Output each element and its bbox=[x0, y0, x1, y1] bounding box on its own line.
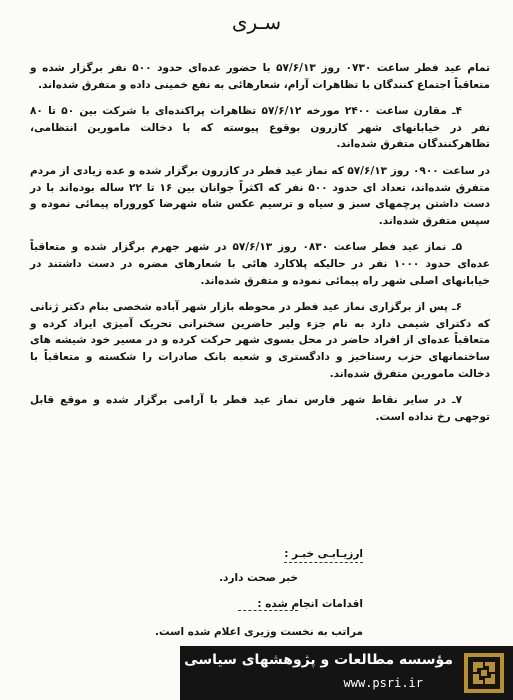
psri-logo-icon bbox=[463, 652, 505, 694]
report-footer bbox=[0, 548, 513, 658]
report-body bbox=[30, 60, 490, 435]
institute-url: www.psri.ir bbox=[343, 676, 423, 690]
watermark-banner bbox=[180, 646, 513, 700]
paragraph-3: تمام عید فطر ساعت ۰۷۳۰ روز ۵۷/۶/۱۳ با حضور عده‌ای حدود ۵۰۰ نفر برگزار شده و متعاقباً اجتماع کنندگان با تظاهرات آرام، شعارهائی به نفع خمینی داده و متفرق شده‌اند. bbox=[30, 62, 490, 91]
paragraph-7: ۷ـ در سایر نقاط شهر فارس نماز عید فطر با آرامی برگزار شده و موقع قابل توجهی رخ نداده است. bbox=[30, 394, 490, 423]
paragraph-4-continued: در ساعت ۰۹۰۰ روز ۵۷/۶/۱۳ که نماز عید فطر در کازرون برگزار شده و عده زیادی از مردم متفرق شده‌اند، تعداد ای حدود ۵۰۰ نفر که اکثراً جوانان بین ۱۶ تا ۲۲ ساله بوده‌اند با در دست داشتن پرچمهای سبز و سیاه و ترسیم عکس شاه شهرضا کوروراه پیمائی نموده و سپس متفرق شده‌اند. bbox=[30, 164, 491, 227]
classification-heading: سـری bbox=[231, 10, 282, 34]
action-value-blank bbox=[238, 598, 298, 611]
assessment-value: خبر صحت دارد. bbox=[219, 572, 298, 584]
institute-name: مؤسسه مطالعات و پژوهشهای سیاسی bbox=[184, 652, 453, 668]
paragraph-4: ۴ـ مقارن ساعت ۲۴۰۰ مورخه ۵۷/۶/۱۲ تظاهرات پراکنده‌ای با شرکت بین ۵۰ تا ۸۰ نفر در خیابانهای شهر کازرون بوقوع پیوسته که با دخالت مامورین انتظامی، تظاهرکنندگان متفرق شده‌اند. bbox=[30, 105, 490, 151]
paragraph-6: ۶ـ پس از برگزاری نماز عید فطر در محوطه بازار شهر آباده شخصی بنام دکتر ژنانی که دکترای شیمی دارد به نام جزء ولیر حاضرین سخنرانی تحریک آمیزی ایراد کرده و متعاقباً عده‌ای از افراد حاضر در محل بسوی شهر حرکت کرده و در مسیر خود شیشه های ساختمانهای حزب رستاخیز و دادگستری و شعبه بانک صادرات را شکسته و متعاقباً با دخالت مامورین متفرق شده‌اند. bbox=[30, 301, 490, 380]
paragraph-5: ۵ـ نماز عید فطر ساعت ۰۸۳۰ روز ۵۷/۶/۱۳ در شهر جهرم برگزار شده و متعاقباً عده‌ای حدود ۱۰۰۰ نفر در حالیکه پلاکارد هائی با شعارهای مضره در دست داشتند در خیابانهای اصلی شهر راه پیمائی نموده و متفرق شده‌اند. bbox=[30, 241, 490, 287]
action-label: اقدامات انجام شده : bbox=[257, 598, 363, 610]
assessment-label: ارزیـابـی خبـر : bbox=[284, 548, 363, 563]
final-note: مراتب به نخست وزیری اعلام شده است. bbox=[155, 626, 363, 638]
